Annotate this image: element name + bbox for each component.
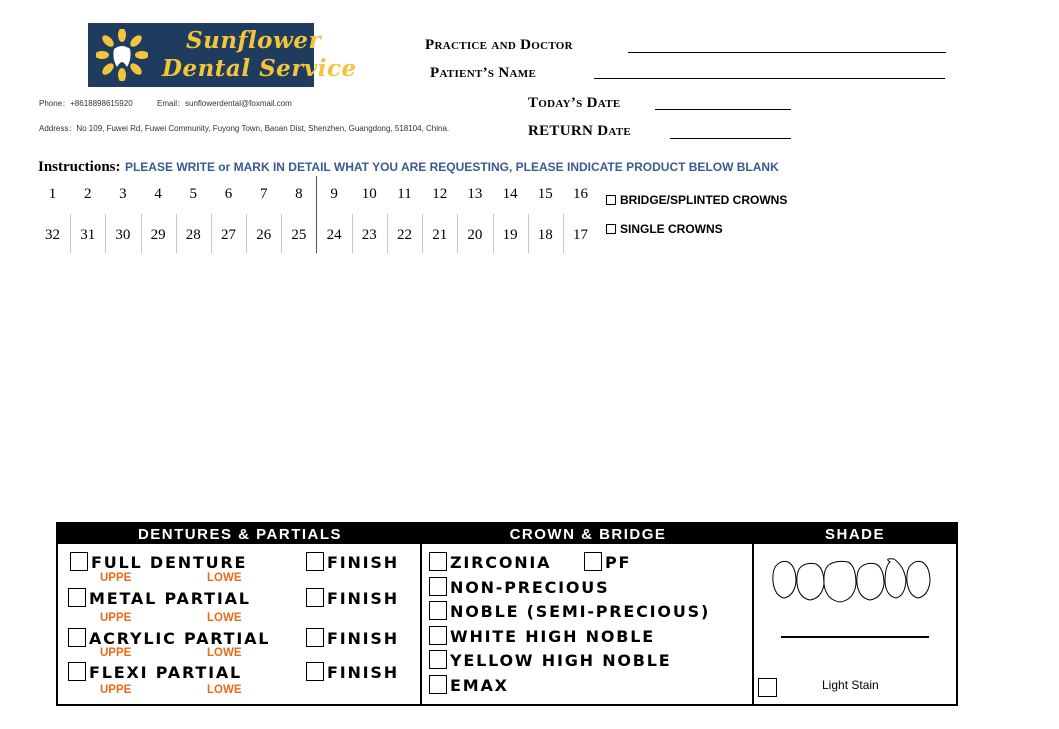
tooth-7[interactable]: 7: [259, 186, 268, 202]
flexi-partial-label: FLEXI PARTIAL: [89, 663, 243, 682]
contact-email: Email：sunflowerdental@foxmail.com: [157, 99, 292, 108]
sunflower-tooth-icon: [96, 29, 148, 81]
todays-date-field[interactable]: [655, 109, 791, 110]
light-stain-label: Light Stain: [822, 678, 879, 692]
column-divider: [752, 524, 754, 704]
practice-doctor-label: Practice and Doctor: [425, 37, 573, 53]
acrylic-partial-finish-option[interactable]: [306, 628, 399, 648]
tooth-divider: [176, 214, 177, 253]
noble-option[interactable]: [429, 601, 710, 621]
emax-option[interactable]: [429, 675, 509, 695]
tooth-14[interactable]: 14: [502, 186, 518, 202]
full-denture-finish-option[interactable]: [306, 552, 399, 572]
upper-label: UPPE: [100, 647, 132, 659]
acrylic-partial-label: ACRYLIC PARTIAL: [89, 629, 271, 648]
full-denture-checkbox[interactable]: [70, 552, 88, 571]
tooth-divider: [528, 214, 529, 253]
metal-partial-option[interactable]: [68, 588, 251, 608]
tooth-divider: [352, 214, 353, 253]
tooth-13[interactable]: 13: [467, 186, 483, 202]
column-divider: [420, 524, 422, 704]
tooth-4[interactable]: 4: [154, 186, 162, 202]
acrylic-partial-checkbox[interactable]: [68, 628, 86, 647]
flexi-partial-finish-option[interactable]: [306, 662, 399, 682]
finish-label: FINISH: [327, 663, 399, 682]
yellow-high-noble-option[interactable]: [429, 650, 672, 670]
contact-address: Address：No 109, Fuwei Rd, Fuwei Community, Fuyong Town, Baoan Dist, Shenzhen, Guangdong, 518104, China.: [39, 124, 450, 133]
tooth-2[interactable]: 2: [83, 186, 92, 202]
non-precious-option[interactable]: [429, 577, 609, 597]
finish-label: FINISH: [327, 629, 399, 648]
acrylic-partial-option[interactable]: [68, 628, 270, 648]
lower-label: LOWE: [207, 572, 242, 584]
tooth-12[interactable]: 12: [432, 186, 448, 202]
tooth-29[interactable]: 29: [150, 227, 166, 243]
bridge-label: BRIDGE/SPLINTED CROWNS: [620, 193, 788, 207]
bridge-checkbox[interactable]: [606, 195, 616, 205]
pf-option[interactable]: [584, 552, 631, 572]
tooth-divider: [493, 214, 494, 253]
noble-checkbox[interactable]: [429, 601, 447, 620]
tooth-divider: [105, 214, 106, 253]
noble-label: NOBLE (SEMI-PRECIOUS): [450, 602, 711, 621]
tooth-5[interactable]: 5: [189, 186, 198, 202]
upper-label: UPPE: [100, 684, 132, 696]
dentures-header: DENTURES & PARTIALS: [58, 524, 422, 544]
brand-name-line1: Sunflower: [186, 27, 322, 54]
finish-label: FINISH: [327, 553, 399, 572]
tooth-31[interactable]: 31: [80, 227, 96, 243]
tooth-25[interactable]: 25: [291, 227, 307, 243]
emax-checkbox[interactable]: [429, 675, 447, 694]
return-date-label: RETURN Date: [528, 123, 632, 139]
lower-label: LOWE: [207, 612, 242, 624]
tooth-18[interactable]: 18: [537, 227, 553, 243]
tooth-27[interactable]: 27: [221, 227, 236, 243]
upper-label: UPPE: [100, 572, 132, 584]
tooth-17[interactable]: 17: [573, 227, 588, 243]
emax-label: EMAX: [450, 676, 509, 695]
tooth-divider: [246, 214, 247, 253]
single-crowns-option[interactable]: [606, 222, 723, 236]
light-stain-checkbox[interactable]: [758, 678, 777, 697]
tooth-30[interactable]: 30: [115, 227, 131, 243]
tooth-6[interactable]: 6: [224, 186, 233, 202]
metal-partial-finish-option[interactable]: [306, 588, 399, 608]
flexi-partial-option[interactable]: [68, 662, 242, 682]
company-logo: [88, 23, 357, 87]
tooth-divider: [457, 214, 458, 253]
zirconia-option[interactable]: [429, 552, 551, 572]
brand-name-line2: Dental Service: [162, 55, 357, 82]
tooth-divider: [211, 214, 212, 253]
patient-name-field[interactable]: [594, 78, 945, 79]
tooth-23[interactable]: 23: [361, 227, 377, 243]
white-high-noble-checkbox[interactable]: [429, 626, 447, 645]
metal-partial-label: METAL PARTIAL: [89, 589, 251, 608]
metal-partial-checkbox[interactable]: [68, 588, 86, 607]
single-crowns-checkbox[interactable]: [606, 224, 616, 234]
lower-label: LOWE: [207, 684, 242, 696]
pf-checkbox[interactable]: [584, 552, 602, 571]
tooth-21[interactable]: 21: [432, 227, 448, 243]
finish-checkbox[interactable]: [306, 662, 324, 681]
zirconia-checkbox[interactable]: [429, 552, 447, 571]
tooth-10[interactable]: 10: [361, 186, 377, 202]
tooth-11[interactable]: 11: [397, 186, 412, 202]
shade-write-line[interactable]: [781, 636, 929, 638]
bridge-splinted-option[interactable]: [606, 193, 787, 207]
tooth-divider: [422, 214, 423, 253]
tooth-divider: [141, 214, 142, 253]
pf-label: PF: [605, 553, 632, 572]
patient-name-label: Patient’s Name: [430, 65, 537, 81]
instructions-text: PLEASE WRITE or MARK IN DETAIL WHAT YOU ARE REQUESTING, PLEASE INDICATE PRODUCT BELOW BLANK: [124, 160, 779, 174]
white-high-noble-label: WHITE HIGH NOBLE: [450, 627, 655, 646]
tooth-15[interactable]: 15: [537, 186, 553, 202]
finish-label: FINISH: [327, 589, 399, 608]
lower-label: LOWE: [207, 647, 242, 659]
tooth-9[interactable]: 9: [330, 186, 338, 202]
practice-doctor-field[interactable]: [628, 52, 946, 53]
tooth-22[interactable]: 22: [397, 227, 412, 243]
todays-date-label: Today’s Date: [528, 95, 621, 111]
finish-checkbox[interactable]: [306, 628, 324, 647]
instructions: [38, 158, 779, 176]
full-denture-label: FULL DENTURE: [91, 553, 248, 572]
shade-teeth-diagram: [768, 556, 940, 606]
tooth-divider: [563, 214, 564, 253]
upper-label: UPPE: [100, 612, 132, 624]
single-crowns-label: SINGLE CROWNS: [620, 222, 723, 236]
tooth-16[interactable]: 16: [573, 186, 588, 202]
tooth-3[interactable]: 3: [119, 186, 127, 202]
tooth-19[interactable]: 19: [502, 227, 518, 243]
shade-header: SHADE: [754, 524, 956, 544]
tooth-8[interactable]: 8: [295, 186, 303, 202]
yellow-high-noble-checkbox[interactable]: [429, 650, 447, 669]
tooth-20[interactable]: 20: [467, 227, 483, 243]
tooth-divider: [70, 214, 71, 253]
yellow-high-noble-label: YELLOW HIGH NOBLE: [450, 651, 672, 670]
crown-bridge-header: CROWN & BRIDGE: [422, 524, 754, 544]
full-denture-option[interactable]: [70, 552, 247, 572]
finish-checkbox[interactable]: [306, 552, 324, 571]
tooth-26[interactable]: 26: [256, 227, 272, 243]
finish-checkbox[interactable]: [306, 588, 324, 607]
zirconia-label: ZIRCONIA: [450, 553, 552, 572]
tooth-divider: [387, 214, 388, 253]
non-precious-checkbox[interactable]: [429, 577, 447, 596]
tooth-divider: [281, 214, 282, 253]
white-high-noble-option[interactable]: [429, 626, 655, 646]
non-precious-label: NON-PRECIOUS: [450, 578, 610, 597]
return-date-field[interactable]: [670, 138, 791, 139]
tooth-24[interactable]: 24: [326, 227, 342, 243]
flexi-partial-checkbox[interactable]: [68, 662, 86, 681]
tooth-28[interactable]: 28: [185, 227, 201, 243]
tooth-32[interactable]: 32: [45, 227, 60, 243]
instructions-label: Instructions:: [38, 159, 121, 175]
tooth-1[interactable]: 1: [48, 186, 57, 202]
contact-phone: Phone：+8618898615920: [39, 99, 133, 108]
midline-divider: [316, 176, 317, 253]
